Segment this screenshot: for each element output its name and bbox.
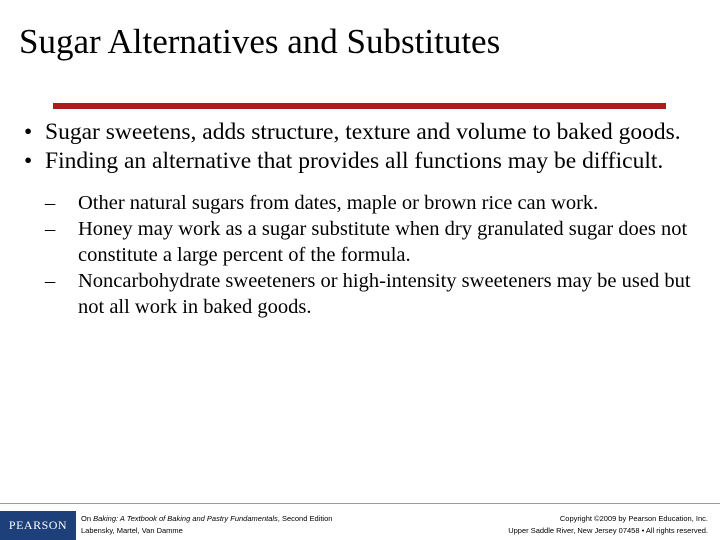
- dash-marker: –: [45, 192, 56, 214]
- book-title-line: [81, 513, 332, 525]
- copyright-notice: [508, 513, 708, 537]
- bullet-text: Finding an alternative that provides all functions may be difficult.: [45, 148, 664, 174]
- ref-prefix: On: [81, 514, 94, 523]
- book-edition: , Second Edition: [277, 514, 333, 523]
- footer-divider: [0, 503, 720, 504]
- book-authors: Labensky, Martel, Van Damme: [81, 526, 183, 535]
- dash-marker: –: [45, 270, 56, 292]
- publisher-address: Upper Saddle River, New Jersey 07458 • All rights reserved.: [508, 526, 708, 535]
- bullet-marker: •: [24, 148, 33, 174]
- bullet-marker: •: [24, 119, 33, 145]
- sub-bullet-item: [0, 190, 694, 216]
- slide-title: Sugar Alternatives and Substitutes: [19, 22, 501, 61]
- footer: [0, 503, 720, 540]
- bullet-list: [0, 118, 720, 320]
- dash-marker: –: [45, 218, 56, 240]
- bullet-text: Sugar sweetens, adds structure, texture and volume to baked goods.: [45, 119, 681, 145]
- sub-bullet-item: [0, 216, 694, 268]
- bullet-item: [0, 147, 685, 176]
- sub-bullet-text: Honey may work as a sugar substitute when dry granulated sugar does not constitute a large percent of the formula.: [78, 218, 688, 266]
- book-reference: [81, 513, 332, 537]
- pearson-logo: PEARSON: [0, 511, 76, 540]
- bullet-item: [0, 118, 685, 147]
- sub-bullet-text: Noncarbohydrate sweeteners or high-intensity sweeteners may be used but not all work in baked goods.: [78, 270, 691, 318]
- title-underline: [53, 103, 666, 109]
- book-title: Baking: A Textbook of Baking and Pastry Fundamentals: [93, 514, 278, 523]
- sub-bullet-text: Other natural sugars from dates, maple or brown rice can work.: [78, 192, 599, 214]
- sub-bullet-item: [0, 268, 694, 320]
- sub-bullet-list: [0, 190, 720, 320]
- copyright-line: Copyright ©2009 by Pearson Education, Inc.: [559, 514, 708, 523]
